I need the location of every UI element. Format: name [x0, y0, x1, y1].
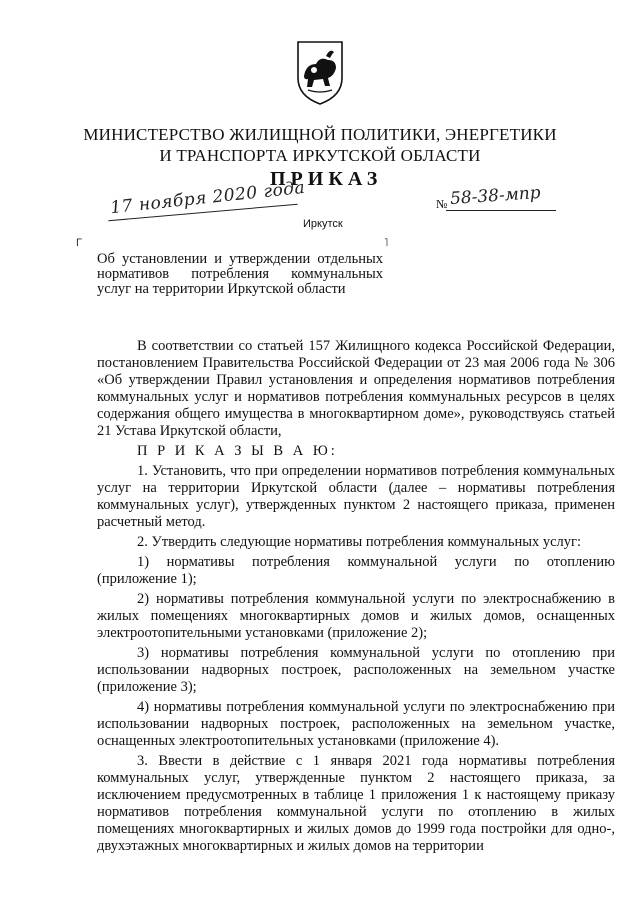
item-2-sub-3: 3) нормативы потребления коммунальной услуги по отоплению при использовании надворных построек, расположенных на земельном участке (приложение 3);: [97, 645, 615, 695]
item-2-sub-2: 2) нормативы потребления коммунальной услуги по электроснабжению в жилых помещениях многоквартирных домов и жилых домов, оснащенных электроотопительными установками (приложение 2);: [97, 591, 615, 641]
corner-mark-left: Г: [76, 237, 82, 249]
ministry-name-line2: И ТРАНСПОРТА ИРКУТСКОЙ ОБЛАСТИ: [159, 146, 481, 165]
handwritten-number: 58-38-мпр: [449, 182, 542, 210]
document-type-title: ПРИКАЗ: [270, 168, 383, 190]
item-2: 2. Утвердить следующие нормативы потребления коммунальных услуг:: [137, 534, 582, 550]
document-subject: Об установлении и утверждении отдельных нормативов потребления коммунальных услуг на территории Иркутской области: [97, 251, 383, 297]
order-word: П Р И К А З Ы В А Ю:: [137, 443, 338, 459]
city-name: Иркутск: [303, 218, 343, 230]
ministry-name: [60, 124, 580, 166]
preamble-paragraph: В соответствии со статьей 157 Жилищного кодекса Российской Федерации, постановлением Правительства Российской Федерации от 23 мая 2006 года № 306 «Об утверждении Правил установления и определения нормативов потребления коммунальных услуг и нормативов потребления коммунальных ресурсов в целях содержания общего имущества в многоквартирном доме», руководствуясь статьей 21 Устава Иркутской области,: [97, 338, 615, 439]
item-2-sub-4: 4) нормативы потребления коммунальной услуги по электроснабжению при использовании надворных построек, расположенных на земельном участке, оснащенных электроотопительных установками (приложение 4).: [97, 699, 615, 749]
irkutsk-coat-of-arms-icon: [290, 38, 350, 108]
item-2-sub-1: 1) нормативы потребления коммунальной услуги по отоплению (приложение 1);: [97, 554, 615, 587]
number-underline: [446, 210, 556, 211]
handwritten-date: 17 ноября 2020 года: [109, 177, 307, 219]
number-label: №: [436, 197, 448, 211]
item-3: 3. Ввести в действие с 1 января 2021 года нормативы потребления коммунальных услуг, утвержденные пунктом 2 настоящего приказа, за исключением предусмотренных в таблице 1 приложения 1 к настоящему приказу нормативов потребления коммунальной услуги по отоплению в жилых помещениях многоквартирных и жилых домов до 1999 года постройки для одно-, двухэтажных многоквартирных и жилых домов на территории: [97, 753, 615, 854]
document-body: [97, 338, 615, 858]
corner-mark-right: ˥: [384, 237, 389, 249]
ministry-name-line1: МИНИСТЕРСТВО ЖИЛИЩНОЙ ПОЛИТИКИ, ЭНЕРГЕТИКИ: [83, 125, 557, 144]
item-1: 1. Установить, что при определении нормативов потребления коммунальных услуг на территории Иркутской области (далее – нормативы потребления коммунальных услуг), утвержденных пунктом 2 настоящего приказа, применен расчетный метод.: [97, 463, 615, 530]
